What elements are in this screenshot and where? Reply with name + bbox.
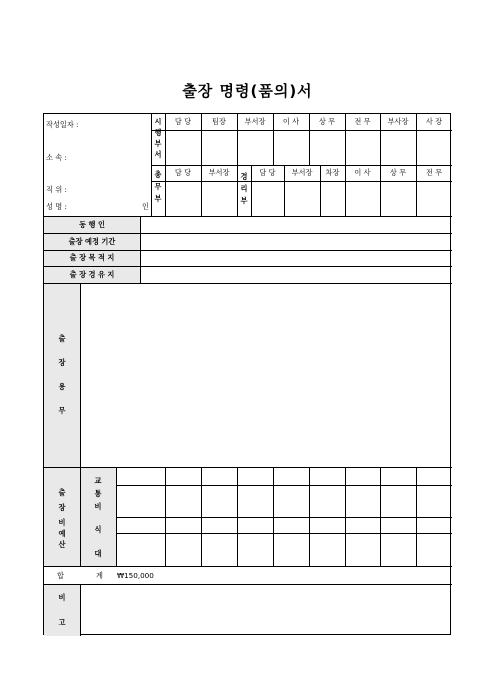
route-label: 출 장 경 유 지: [69, 269, 115, 279]
duty-shade: [44, 284, 80, 467]
grid-line: [116, 517, 452, 518]
exec-col-team-lead: 팀장: [212, 117, 226, 126]
exec-col-staff: 담 당: [174, 117, 192, 126]
grid-line: [116, 467, 117, 566]
total-label-left: 합: [57, 571, 64, 580]
seal-mark: 인: [142, 202, 149, 211]
grid-line: [151, 181, 452, 182]
total-label-right: 계: [96, 571, 103, 580]
general-col-staff: 담 당: [174, 168, 192, 177]
grid-line: [237, 467, 238, 566]
total-amount: ₩150,000: [117, 571, 154, 580]
position-label: 직 위 :: [46, 185, 67, 194]
exec-col-president: 사 장: [425, 117, 443, 126]
general-col-dept-head: 부서장: [208, 168, 230, 177]
schedule-field[interactable]: [141, 234, 452, 250]
name-label: 성 명 :: [46, 202, 67, 211]
exec-col-director: 이 사: [282, 117, 300, 126]
grid-line: [345, 467, 346, 566]
grid-line: [380, 467, 381, 566]
schedule-label: 출장 예정 기간: [68, 236, 116, 246]
grid-line: [44, 566, 452, 567]
accounting-col-dept-head: 부서장: [291, 168, 313, 177]
exec-col-dept-head: 부서장: [244, 117, 266, 126]
exec-col-senior-director: 전 무: [354, 117, 371, 126]
grid-line: [116, 485, 452, 486]
route-field[interactable]: [141, 267, 452, 283]
accounting-col-senior-director: 전 무: [425, 168, 443, 177]
affiliation-label: 소 속 :: [46, 153, 67, 162]
grid-line: [416, 467, 417, 566]
grid-line: [309, 467, 310, 566]
accounting-col-managing-director: 상 무: [389, 168, 407, 177]
duty-field[interactable]: [81, 284, 452, 467]
date-label: 작성일자 :: [46, 120, 79, 129]
accounting-col-deputy: 차장: [325, 168, 340, 177]
destination-label: 출 장 목 적 지: [69, 253, 115, 262]
remarks-field[interactable]: [81, 585, 452, 636]
grid-line: [151, 130, 452, 131]
accounting-col-director: 이 사: [354, 168, 371, 177]
grid-line: [165, 467, 166, 566]
accounting-col-staff: 담 당: [259, 168, 276, 177]
exec-col-managing-director: 상 무: [318, 117, 336, 126]
trip-order-form: 작성일자 : 소 속 : 직 위 : 성 명 : 인 시 행 부 서 담 당 팀장 부서장 이 사 상 무 전 무 부사장 사 장 총 무 부 담 당 부서장 경 리 부 담 당 부서장 차장 이 사 상 무 전 무 동 행 인 출장 예정 기간 출 장 목 적 지 출 장 경 유 지 출 장 용 무 출 장 비 예 산 교 통 비 식 대 합 계 ₩150,000 비 고: [43, 113, 451, 635]
grid-line: [116, 533, 452, 534]
grid-line: [273, 467, 274, 566]
companion-label: 동 행 인: [79, 219, 105, 229]
exec-col-vice-president: 부사장: [387, 117, 409, 126]
destination-field[interactable]: [141, 251, 452, 266]
companion-field[interactable]: [141, 217, 452, 233]
document-title: 출장 명령(품의)서: [182, 82, 313, 100]
grid-line: [201, 467, 202, 566]
